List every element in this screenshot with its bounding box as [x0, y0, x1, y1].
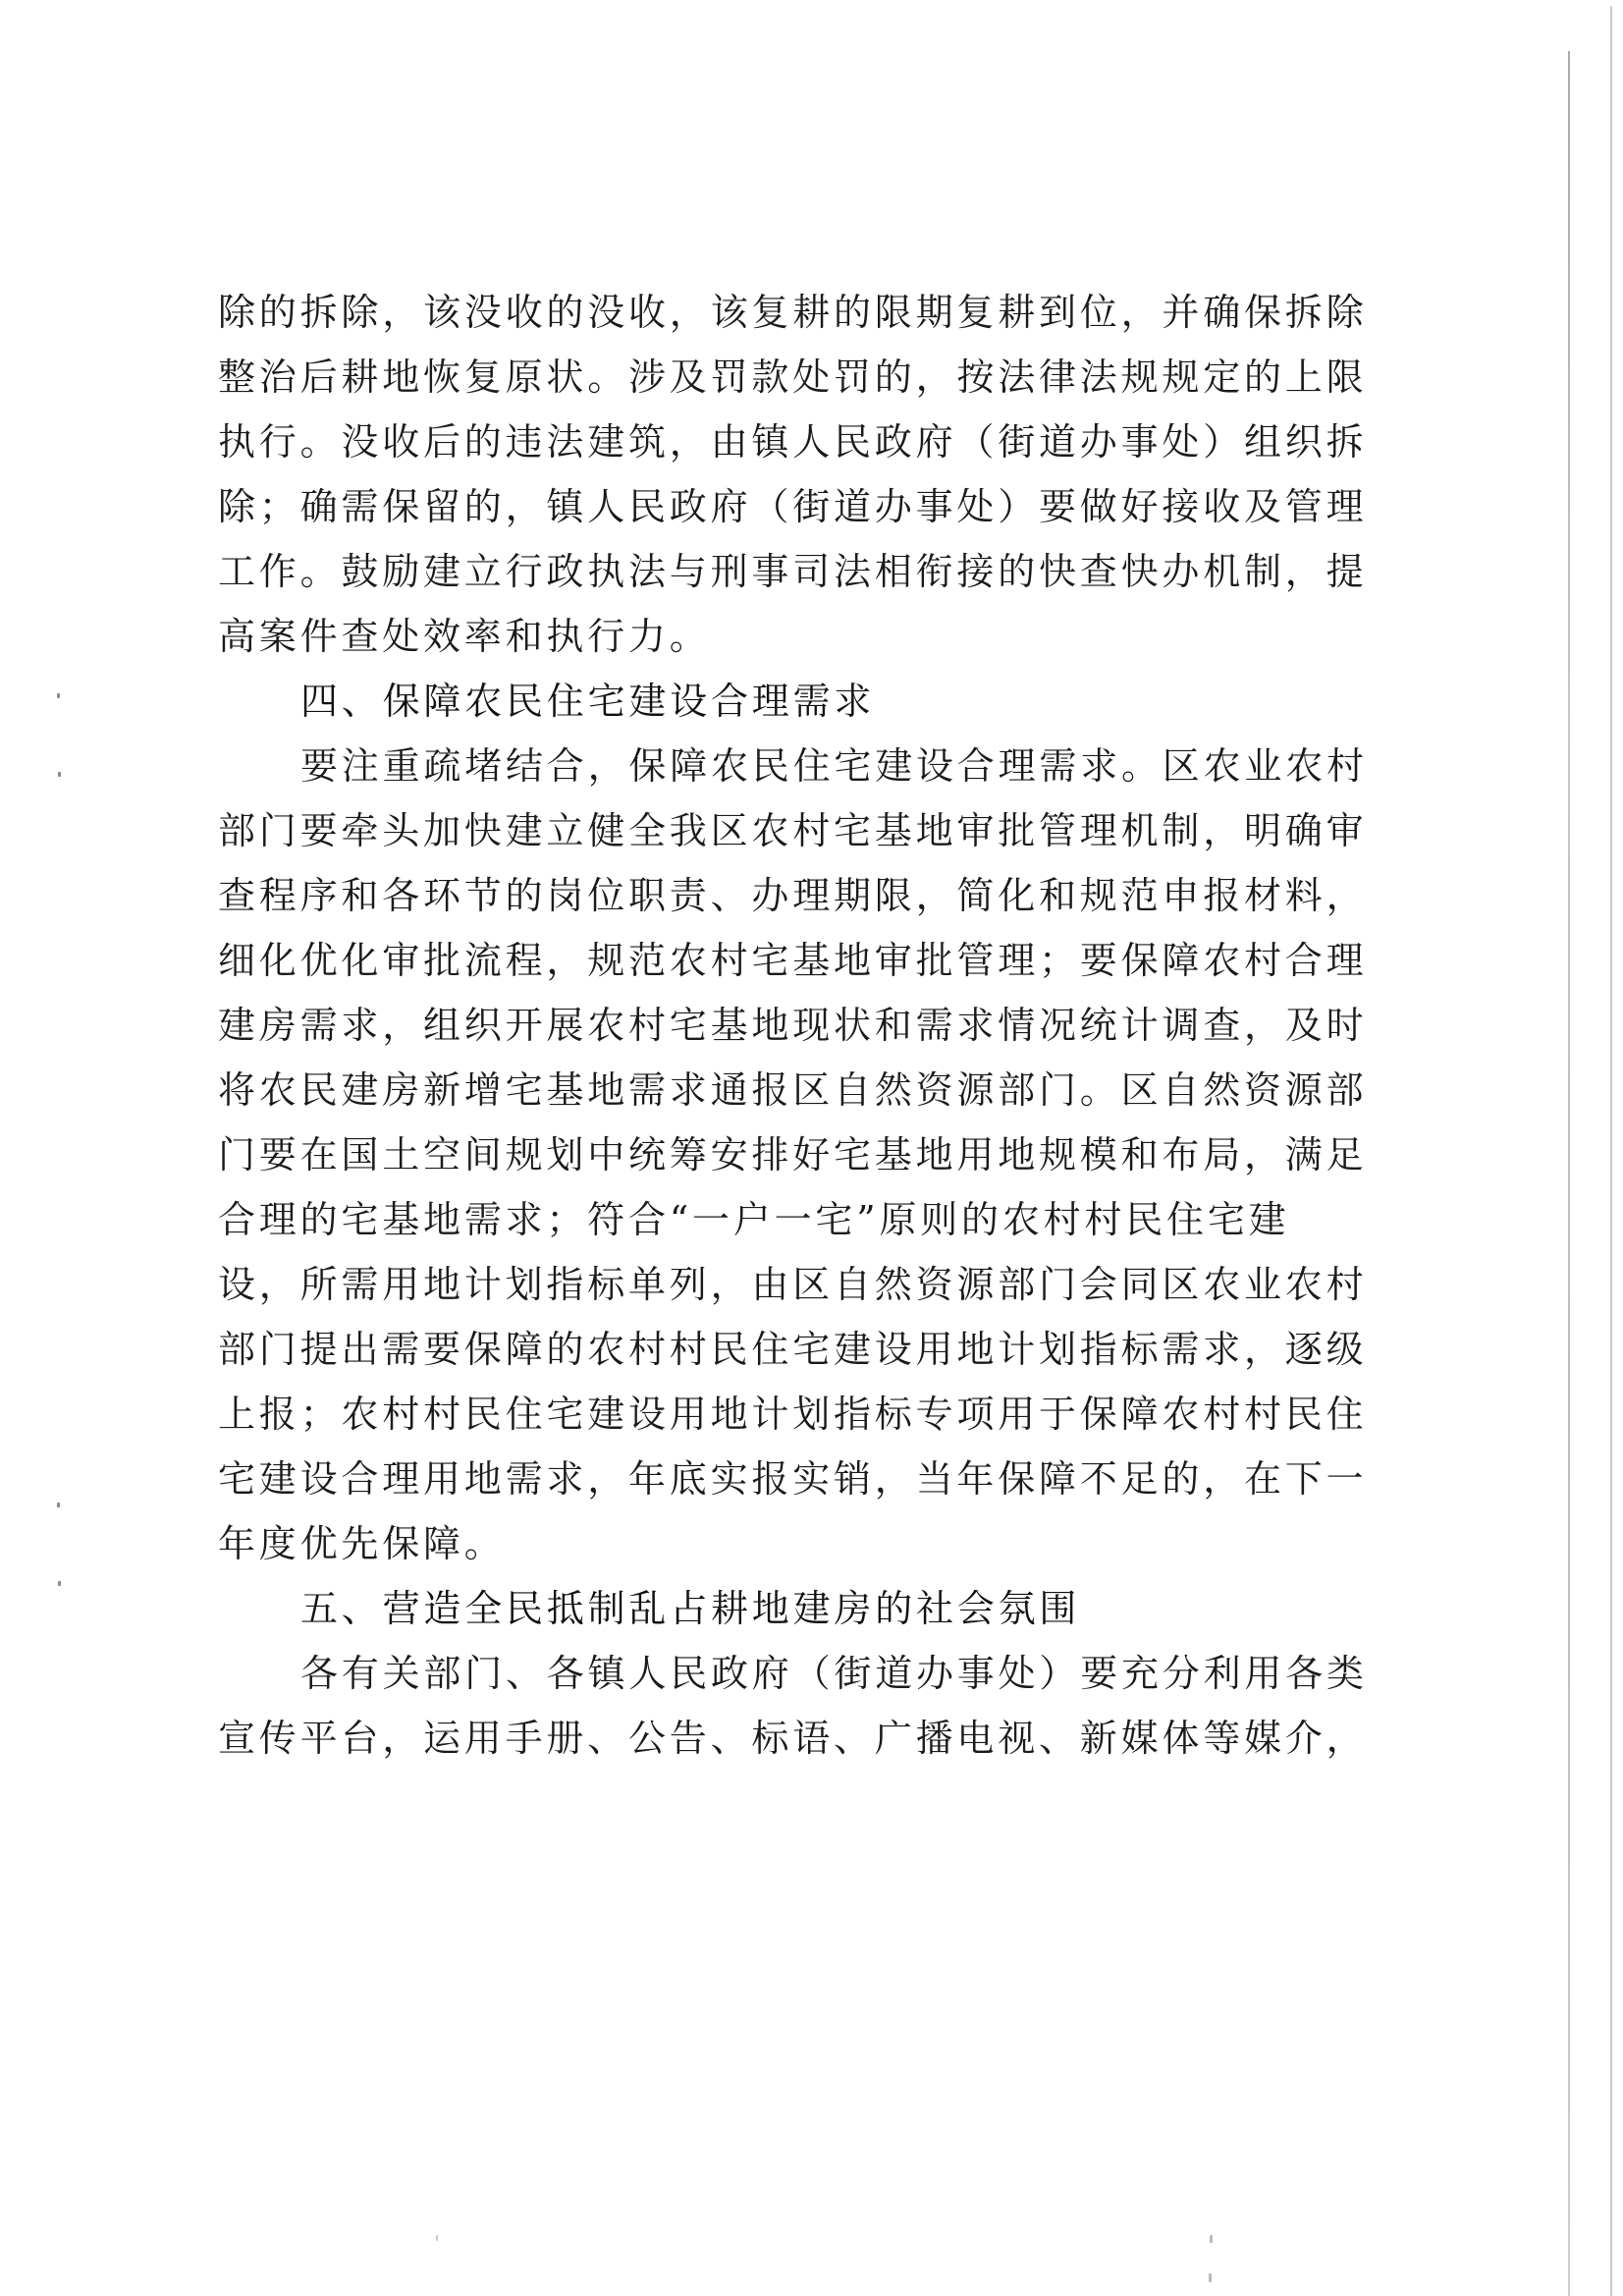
body-line: 查程序和各环节的岗位职责、办理期限，简化和规范申报材料， [218, 874, 1368, 917]
body-line: 要注重疏堵结合，保障农民住宅建设合理需求。区农业农村 [300, 744, 1368, 788]
section-heading-4: 四、保障农民住宅建设合理需求 [300, 680, 876, 723]
scan-edge-line [1610, 6, 1612, 2296]
scan-speck [58, 772, 61, 777]
scan-speck [58, 1581, 61, 1586]
body-line: 将农民建房新增宅基地需求通报区自然资源部门。区自然资源部 [218, 1068, 1368, 1112]
body-line: 除；确需保留的，镇人民政府（街道办事处）要做好接收及管理 [218, 485, 1368, 528]
body-line: 上报；农村村民住宅建设用地计划指标专项用于保障农村村民住 [218, 1393, 1368, 1436]
body-line: 工作。鼓励建立行政执法与刑事司法相衔接的快查快办机制，提 [218, 550, 1368, 593]
document-body [218, 280, 1377, 1771]
body-line: 门要在国土空间规划中统筹安排好宅基地用地规模和布局，满足 [218, 1133, 1368, 1176]
scan-speck [57, 693, 60, 698]
scan-speck [57, 1503, 60, 1507]
body-line: 建房需求，组织开展农村宅基地现状和需求情况统计调查，及时 [218, 1004, 1368, 1047]
body-line: 执行。没收后的违法建筑，由镇人民政府（街道办事处）组织拆 [218, 420, 1368, 464]
body-line: 整治后耕地恢复原状。涉及罚款处罚的，按法律法规规定的上限 [218, 355, 1368, 399]
body-line: 年度优先保障。 [218, 1522, 506, 1565]
scan-speck [436, 2235, 438, 2241]
scan-speck [1209, 2273, 1212, 2282]
body-line: 部门要牵头加快建立健全我区农村宅基地审批管理机制，明确审 [218, 809, 1368, 852]
body-line: 部门提出需要保障的农村村民住宅建设用地计划指标需求，逐级 [218, 1328, 1368, 1371]
body-line: 除的拆除，该没收的没收，该复耕的限期复耕到位，并确保拆除 [218, 291, 1368, 334]
body-line: 宅建设合理用地需求，年底实报实销，当年保障不足的，在下一 [218, 1457, 1368, 1501]
body-line: 各有关部门、各镇人民政府（街道办事处）要充分利用各类 [300, 1652, 1368, 1695]
scan-speck [1210, 2235, 1213, 2243]
section-heading-5: 五、营造全民抵制乱占耕地建房的社会氛围 [300, 1587, 1081, 1630]
scan-fold-line [1568, 51, 1570, 2296]
body-line: 宣传平台，运用手册、公告、标语、广播电视、新媒体等媒介， [218, 1717, 1368, 1760]
body-line: 细化优化审批流程，规范农村宅基地审批管理；要保障农村合理 [218, 939, 1368, 982]
body-line: 合理的宅基地需求；符合“一户一宅”原则的农村村民住宅建 [218, 1198, 1290, 1241]
body-line: 高案件查处效率和执行力。 [218, 615, 711, 658]
body-line: 设，所需用地计划指标单列，由区自然资源部门会同区农业农村 [218, 1263, 1368, 1306]
